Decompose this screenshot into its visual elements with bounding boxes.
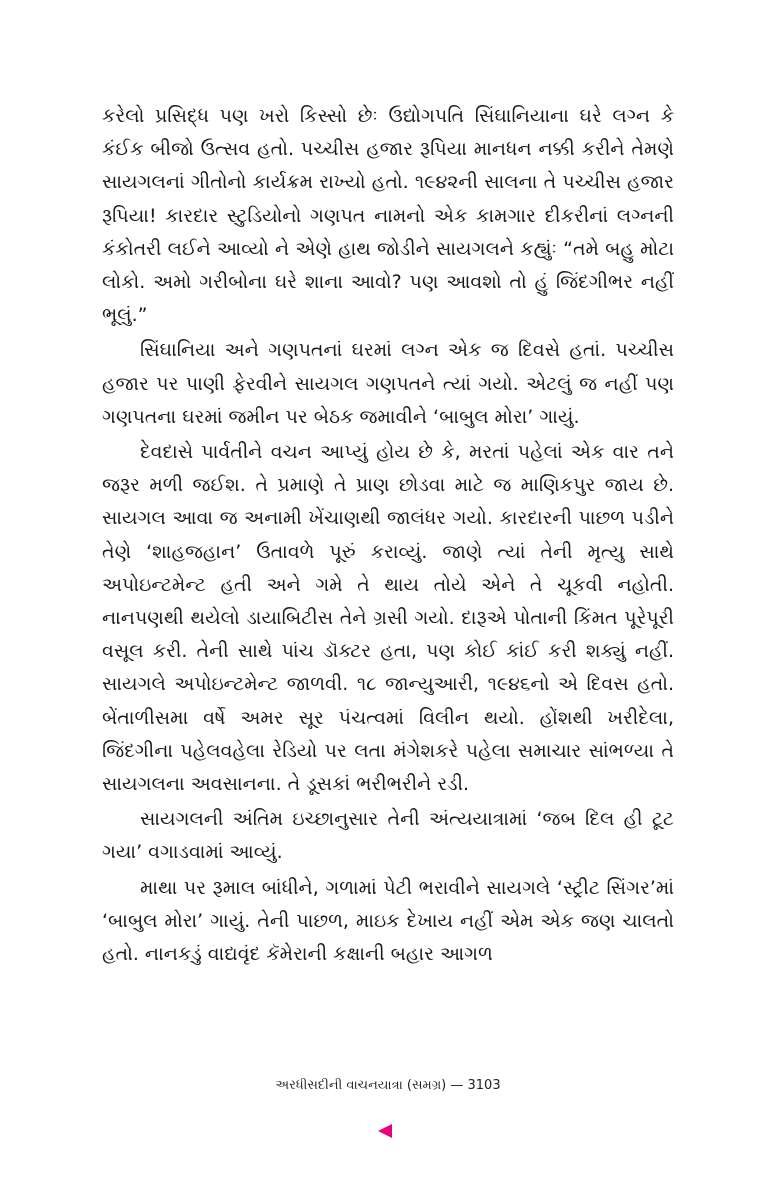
paragraph-3: દેવદાસે પાર્વતીને વચન આપ્યું હોય છે કે, મરતાં પહેલાં એક વાર તને જરૂર મળી જઈશ. તે પ્રમાણે તે પ્રાણ છોડવા માટે જ માણિકપુર જાય છે. સાયગલ આવા જ અનામી ખેંચાણથી જાલંધર ગયો. કારદારની પાછળ પડીને તેણે ‘શાહજહાન’ ઉતાવળે પૂરું કરાવ્યું. જાણે ત્યાં તેની મૃત્યુ સાથે અપોઇન્ટમેન્ટ હતી અને ગમે તે થાય તોયે એને તે ચૂકવી નહોતી. નાનપણથી થયેલો ડાયાબિટીસ તેને ગ્રસી ગયો. દારૂએ પોતાની કિંમત પૂરેપૂરી વસૂલ કરી. તેની સાથે પાંચ ડૉક્ટર હતા, પણ કોઈ કાંઈ કરી શક્યું નહીં. સાયગલે અપોઇન્ટમેન્ટ જાળવી. ૧૮ જાન્યુઆરી, ૧૯૪૬નો એ દિવસ હતો. બેંતાળીસમા વર્ષે અમર સૂર પંચત્વમાં વિલીન થયો. હોંશથી ખરીદેલા, જિંદગીના પહેલવહેલા રેડિયો પર લતા મંગેશકરે પહેલા સમાચાર સાંભળ્યા તે સાયગલના અવસાનના. તે ડૂસકાં ભરીભરીને રડી. [102, 441, 674, 796]
page-footer: અરધીસદીની વાચનયાત્રા (સમગ્ર) — 3103 [275, 1078, 501, 1093]
paragraph-4: સાયગલની અંતિમ ઇચ્છાનુસાર તેની અંત્યયાત્રામાં ‘જબ દિલ હી ટૂટ ગયા’ વગાડવામાં આવ્યું. [102, 808, 674, 864]
paragraph-2: સિંઘાનિયા અને ગણપતનાં ઘરમાં લગ્ન એક જ દિવસે હતાં. પચ્ચીસ હજાર પર પાણી ફેરવીને સાયગલ ગણપતને ત્યાં ગયો. એટલું જ નહીં પણ ગણપતના ઘરમાં જમીન પર બેઠક જમાવીને ‘બાબુલ મોરા’ ગાયું. [102, 339, 674, 428]
left-triangle-icon[interactable] [378, 1124, 392, 1138]
body-text [102, 100, 674, 971]
paragraph-5: માથા પર રૂમાલ બાંધીને, ગળામાં પેટી ભરાવીને સાયગલે ‘સ્ટ્રીટ સિંગર’માં ‘બાબુલ મોરા’ ગાયું. તેની પાછળ, માઇક દેખાય નહીં એમ એક જણ ચાલતો હતો. નાનકડું વાદ્યવૃંદ કૅમેરાની કક્ષાની બહાર આગળ [102, 876, 674, 966]
paragraph-1: કરેલો પ્રસિદ્ધ પણ ખરો કિસ્સો છેઃ ઉદ્યોગપતિ સિંઘાનિયાના ઘરે લગ્ન કે કંઈક બીજો ઉત્સવ હતો. પચ્ચીસ હજાર રૂપિયા માનધન નક્કી કરીને તેમણે સાયગલનાં ગીતોનો કાર્યક્રમ રાખ્યો હતો. ૧૯૪૨ની સાલના તે પચ્ચીસ હજાર રૂપિયા! કારદાર સ્ટુડિયોનો ગણપત નામનો એક કામગાર દીકરીનાં લગ્નની કંકોતરી લઈને આવ્યો ને એણે હાથ જોડીને સાયગલને કહ્યુંઃ “તમે બહુ મોટા લોકો. અમો ગરીબોના ઘરે શાના આવો? પણ આવશો તો હું જિંદગીભર નહીં ભૂલું.” [102, 105, 674, 327]
